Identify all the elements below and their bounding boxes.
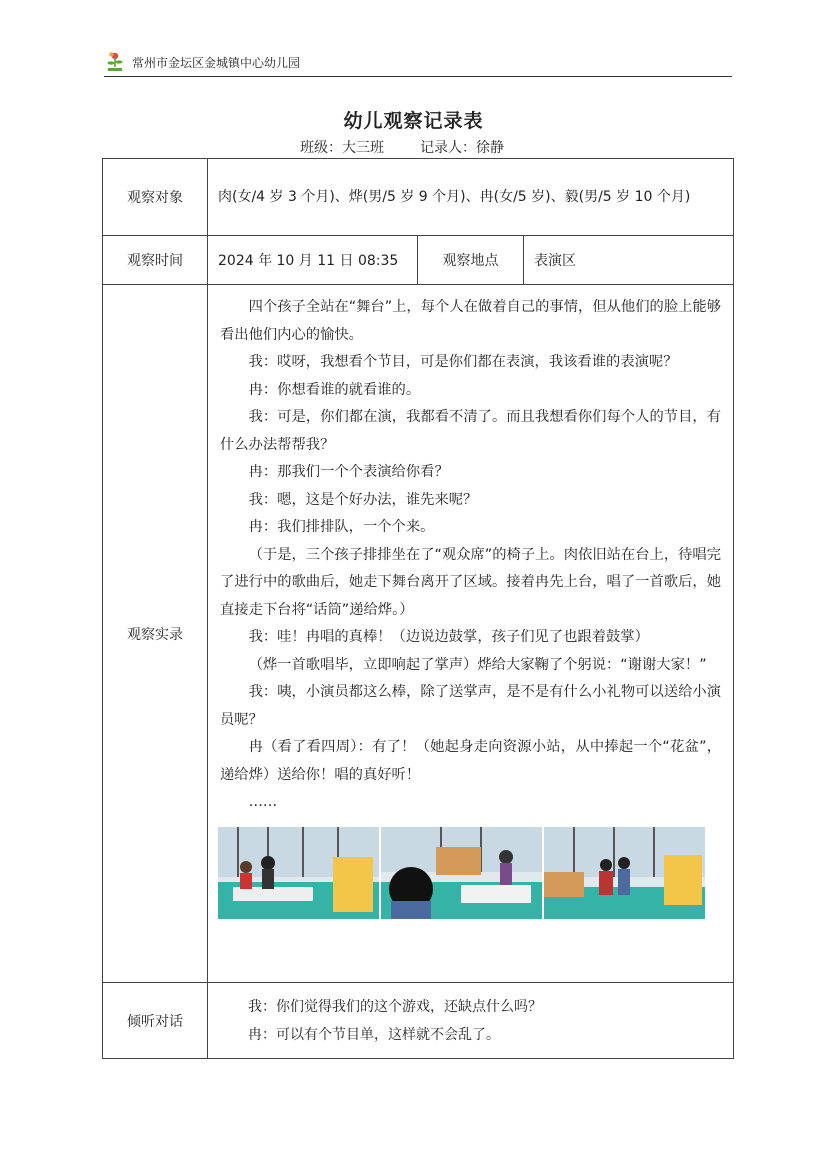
place-label: 观察地点: [418, 236, 524, 285]
record-paragraph: （烨一首歌唱毕，立即响起了掌声）烨给大家鞠了个躬说：“谢谢大家！”: [248, 656, 707, 673]
listen-cell: [208, 983, 734, 1059]
record-paragraph: 我：哎呀，我想看个节目，可是你们都在表演，我该看谁的表演呢？: [248, 354, 678, 370]
page-header: [104, 50, 732, 77]
listen-row: [103, 983, 734, 1059]
record-paragraph: 我：咦，小演员都这么棒，除了送掌声，是不是有什么小礼物可以送给小演员呢？: [220, 684, 722, 728]
time-label: 观察时间: [103, 236, 208, 285]
record-label: 观察实录: [103, 285, 208, 983]
observation-table: [102, 158, 734, 1059]
record-paragraph: （于是，三个孩子排排坐在了“观众席”的椅子上。肉依旧站在台上，待唱完了进行中的歌曲后，她走下舞台离开了区域。接着冉先上台，唱了一首歌后，她直接走下台将“话筒”递给烨。）: [220, 546, 722, 618]
classroom-photo-1: [218, 827, 379, 919]
record-paragraph: ……: [248, 794, 278, 810]
time-value: 2024 年 10 月 11 日 08:35: [208, 236, 418, 285]
record-paragraph: 冉（看了看四周）：有了！（她起身走向资源小站，从中捧起一个“花盆”，递给烨）送给你！唱的真好听！: [220, 739, 722, 783]
record-paragraph: 四个孩子全站在“舞台”上，每个人在做着自己的事情，但从他们的脸上能够看出他们内心的愉快。: [220, 299, 722, 343]
listen-label: 倾听对话: [103, 983, 208, 1059]
record-paragraph: 我：可是，你们都在演，我都看不清了。而且我想看你们每个人的节目，有什么办法帮帮我？: [220, 409, 722, 453]
place-value: 表演区: [524, 236, 734, 285]
time-row: [103, 236, 734, 285]
record-paragraph: 我：嗯，这是个好办法，谁先来呢？: [248, 491, 478, 508]
photo-strip: [218, 827, 721, 919]
listen-text: [208, 985, 733, 1057]
subtitle: [300, 137, 540, 157]
classroom-photo-2: [381, 827, 542, 919]
class-info: 班级：大三班: [300, 140, 384, 156]
listen-paragraph: 我：你们觉得我们的这个游戏，还缺点什么吗？: [248, 998, 542, 1015]
page-title: 幼儿观察记录表: [343, 110, 484, 132]
record-paragraph: 冉：那我们一个个表演给你看？: [248, 464, 449, 480]
record-row: [103, 285, 734, 983]
record-paragraph: 我：哇！冉唱的真棒！（边说边鼓掌，孩子们见了也跟着鼓掌）: [248, 629, 649, 645]
classroom-photo-3: [544, 827, 705, 919]
school-logo-icon: [106, 51, 124, 73]
recorder-info: 记录人：徐静: [420, 140, 504, 156]
record-paragraph: 冉：你想看谁的就看谁的。: [248, 381, 421, 398]
record-paragraph: 冉：我们排排队，一个个来。: [248, 519, 435, 535]
subject-label: 观察对象: [103, 159, 208, 236]
listen-paragraph: 冉：可以有个节目单，这样就不会乱了。: [248, 1026, 500, 1043]
record-cell: [208, 285, 734, 983]
record-text: [208, 285, 733, 925]
school-name: 常州市金坛区金城镇中心幼儿园: [132, 56, 301, 70]
subject-value: 肉(女/4 岁 3 个月)、烨(男/5 岁 9 个月)、冉(女/5 岁)、毅(男/5 岁 10 个月): [208, 159, 734, 236]
subject-row: [103, 159, 734, 236]
